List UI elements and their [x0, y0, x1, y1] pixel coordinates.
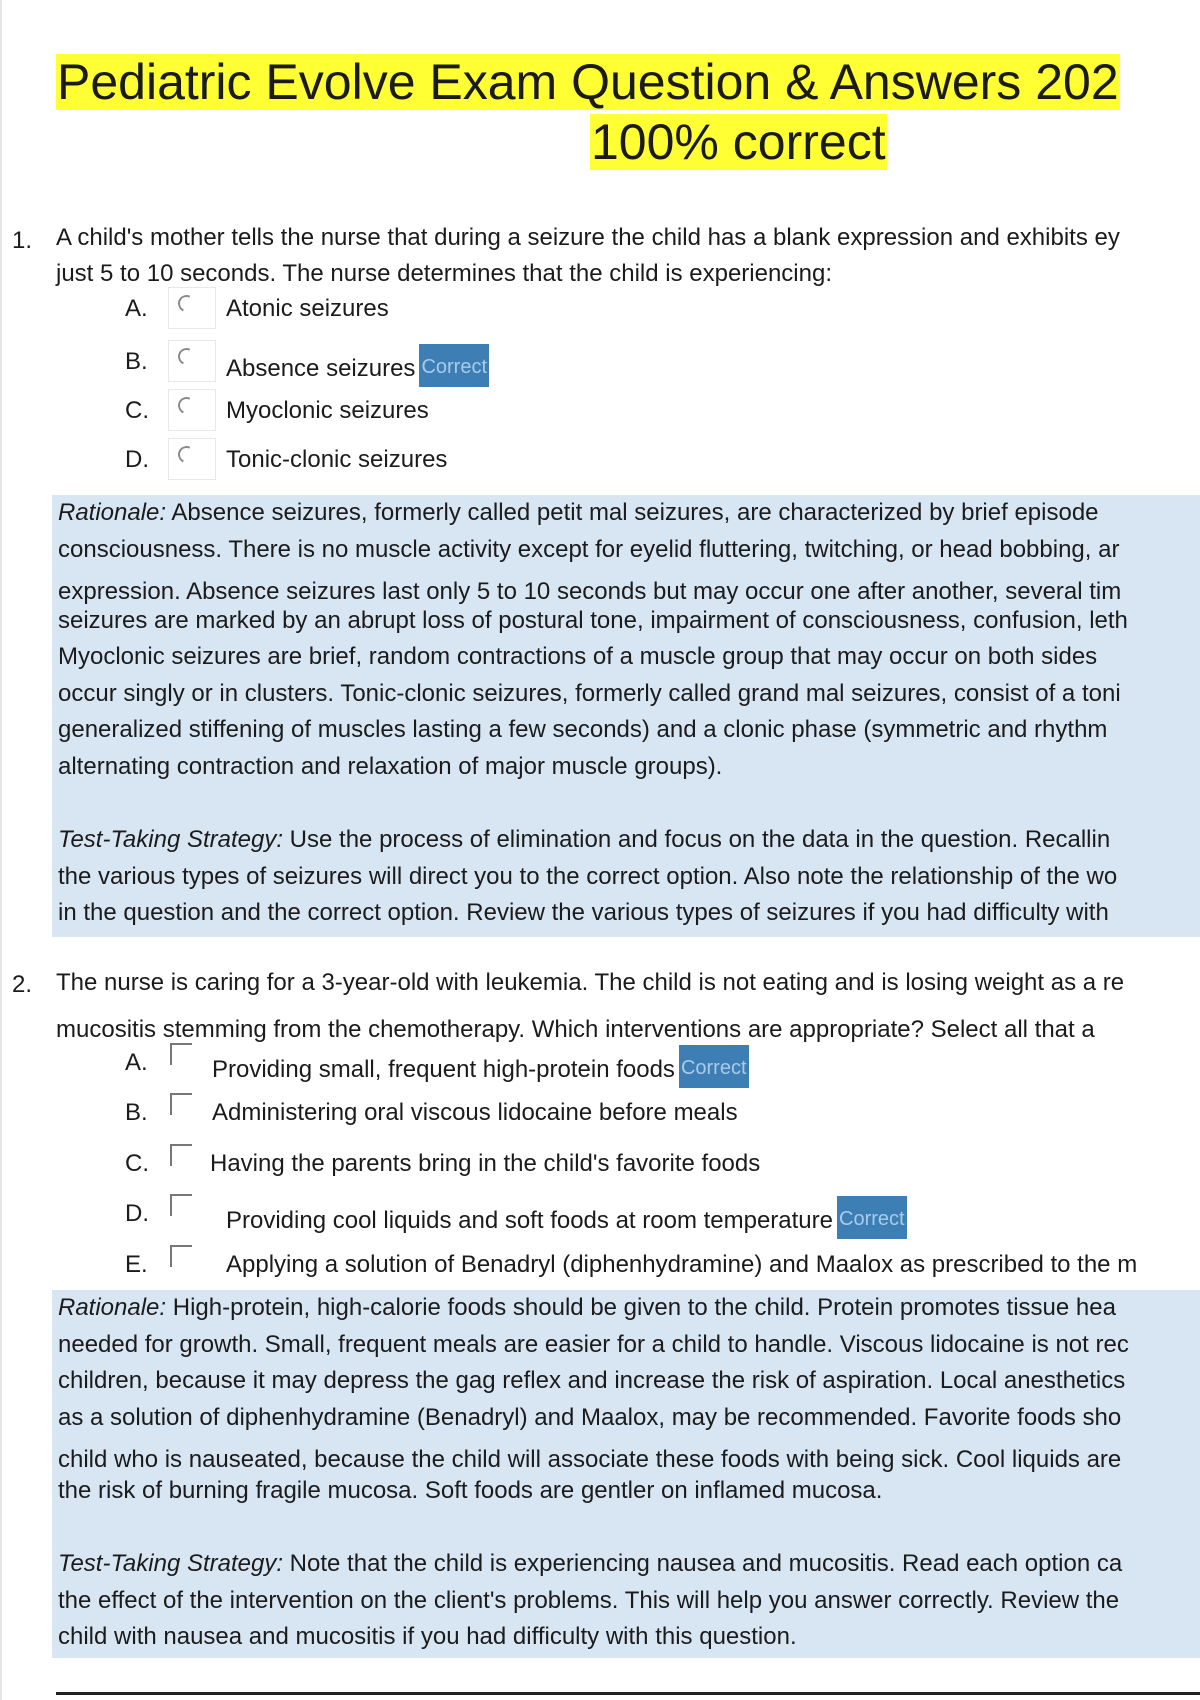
- rationale-line: consciousness. There is no muscle activity except for eyelid fluttering, twitching, or head bobbing, ar: [58, 535, 1120, 563]
- question-1-option-c[interactable]: [0, 389, 1200, 431]
- rationale-text: Absence seizures, formerly called petit mal seizures, are characterized by brief episode: [166, 499, 1099, 526]
- rationale-line: expression. Absence seizures last only 5 to 10 seconds but may occur one after another, several tim: [58, 578, 1122, 605]
- option-label: Absence seizures: [226, 354, 416, 382]
- option-label-with-badge: [212, 1049, 749, 1092]
- radio-button[interactable]: [168, 340, 216, 382]
- rationale-line: Myoclonic seizures are brief, random contractions of a muscle group that may occur on both sides: [58, 643, 1098, 670]
- page-edge-divider: [0, 0, 2, 1700]
- rationale-line: needed for growth. Small, frequent meals are easier for a child to handle. Viscous lidocaine is not rec: [58, 1330, 1129, 1358]
- option-letter: D.: [125, 446, 149, 473]
- strategy-line: the various types of seizures will direct you to the correct option. Also note the relationship of the wo: [58, 862, 1118, 890]
- option-letter: A.: [125, 295, 148, 322]
- question-1-option-b[interactable]: [0, 340, 1200, 382]
- strategy-line: the effect of the intervention on the client's problems. This will help you answer correctly. Review the: [58, 1586, 1120, 1614]
- question-1-rationale-box: [52, 495, 1200, 937]
- question-1-option-d[interactable]: [0, 438, 1200, 480]
- question-1-text-line-2: just 5 to 10 seconds. The nurse determines that the child is experiencing:: [56, 260, 833, 287]
- paragraph-gap: [58, 1509, 1200, 1546]
- rationale-line: the risk of burning fragile mucosa. Soft foods are gentler on inflamed mucosa.: [58, 1476, 883, 1504]
- document-title-line-2: [590, 113, 887, 171]
- question-2-option-a[interactable]: [0, 1041, 1200, 1083]
- option-letter: B.: [125, 348, 148, 375]
- rationale-line: occur singly or in clusters. Tonic-clonic seizures, formerly called grand mal seizures, consist of a toni: [58, 679, 1121, 707]
- rationale-line: child who is nauseated, because the child will associate these foods with being sick. Cool liquids are: [58, 1446, 1122, 1473]
- option-letter: E.: [125, 1251, 148, 1278]
- option-label-with-badge: [226, 348, 489, 391]
- next-question-top-edge: [56, 1692, 1200, 1695]
- question-1-number: 1.: [12, 227, 33, 254]
- option-label: Applying a solution of Benadryl (diphenhydramine) and Maalox as prescribed to the m: [226, 1251, 1138, 1278]
- strategy-heading: Test-Taking Strategy:: [58, 1550, 284, 1577]
- rationale-text: High-protein, high-calorie foods should be given to the child. Protein promotes tissue hea: [166, 1294, 1116, 1321]
- document-title-line-1: [56, 53, 1120, 111]
- rationale-heading: Rationale:: [58, 499, 167, 526]
- checkbox[interactable]: [168, 1091, 198, 1121]
- option-label: Tonic-clonic seizures: [226, 446, 448, 473]
- option-letter: A.: [125, 1049, 148, 1076]
- rationale-heading: Rationale:: [58, 1294, 167, 1321]
- strategy-line: [58, 822, 1200, 859]
- option-label: Atonic seizures: [226, 295, 389, 322]
- question-2-text-line-1: The nurse is caring for a 3-year-old with leukemia. The child is not eating and is losing weight as a re: [56, 969, 1125, 996]
- option-letter: B.: [125, 1099, 148, 1126]
- strategy-heading: Test-Taking Strategy:: [58, 826, 284, 853]
- option-label: Administering oral viscous lidocaine before meals: [212, 1099, 738, 1126]
- correct-badge: Correct: [419, 344, 489, 387]
- radio-button[interactable]: [168, 438, 216, 480]
- strategy-text: Use the process of elimination and focus on the data in the question. Recallin: [283, 826, 1111, 853]
- option-letter: C.: [125, 397, 149, 424]
- option-letter: C.: [125, 1150, 149, 1177]
- correct-badge: Correct: [837, 1196, 907, 1239]
- rationale-line: seizures are marked by an abrupt loss of postural tone, impairment of consciousness, confusion, leth: [58, 606, 1128, 634]
- question-2-number: 2.: [12, 971, 33, 998]
- radio-button[interactable]: [168, 389, 216, 431]
- correct-badge: Correct: [679, 1045, 749, 1088]
- strategy-text: Note that the child is experiencing nausea and mucositis. Read each option ca: [283, 1550, 1123, 1577]
- question-1-option-a[interactable]: [0, 287, 1200, 329]
- rationale-line: alternating contraction and relaxation of major muscle groups).: [58, 752, 723, 780]
- option-letter: D.: [125, 1200, 149, 1227]
- question-2-option-e[interactable]: [0, 1243, 1200, 1285]
- question-2-option-b[interactable]: [0, 1091, 1200, 1133]
- checkbox[interactable]: [168, 1192, 198, 1222]
- paragraph-gap: [58, 785, 1200, 822]
- rationale-line: as a solution of diphenhydramine (Benadryl) and Maalox, may be recommended. Favorite foods sho: [58, 1403, 1122, 1431]
- rationale-line: children, because it may depress the gag reflex and increase the risk of aspiration. Local anesthetics: [58, 1367, 1126, 1394]
- option-label: Providing cool liquids and soft foods at room temperature: [226, 1206, 833, 1234]
- strategy-line: child with nausea and mucositis if you had difficulty with this question.: [58, 1623, 797, 1650]
- checkbox[interactable]: [168, 1243, 198, 1273]
- rationale-line: generalized stiffening of muscles lasting a few seconds) and a clonic phase (symmetric and rhythm: [58, 716, 1108, 743]
- title-text-2: 100% correct: [591, 114, 886, 170]
- option-label: Having the parents bring in the child's favorite foods: [210, 1150, 761, 1177]
- strategy-line: in the question and the correct option. Review the various types of seizures if you had difficulty with: [58, 899, 1109, 926]
- strategy-line: [58, 1546, 1200, 1583]
- rationale-line: [58, 1290, 1200, 1327]
- option-label-with-badge: [226, 1200, 907, 1243]
- rationale-line: [58, 495, 1200, 532]
- question-2-option-c[interactable]: [0, 1142, 1200, 1184]
- title-text-1: Pediatric Evolve Exam Question & Answers 202: [57, 54, 1119, 110]
- question-2-text-line-2: mucositis stemming from the chemotherapy. Which interventions are appropriate? Select all that a: [56, 1016, 1095, 1043]
- option-label: Myoclonic seizures: [226, 397, 429, 424]
- option-label: Providing small, frequent high-protein foods: [212, 1055, 675, 1083]
- checkbox[interactable]: [168, 1041, 198, 1071]
- question-2-option-d[interactable]: [0, 1192, 1200, 1234]
- question-2-rationale-box: [52, 1290, 1200, 1658]
- checkbox[interactable]: [168, 1142, 198, 1172]
- question-1-text-line-1: A child's mother tells the nurse that during a seizure the child has a blank expression and exhibits ey: [56, 224, 1120, 251]
- radio-button[interactable]: [168, 287, 216, 329]
